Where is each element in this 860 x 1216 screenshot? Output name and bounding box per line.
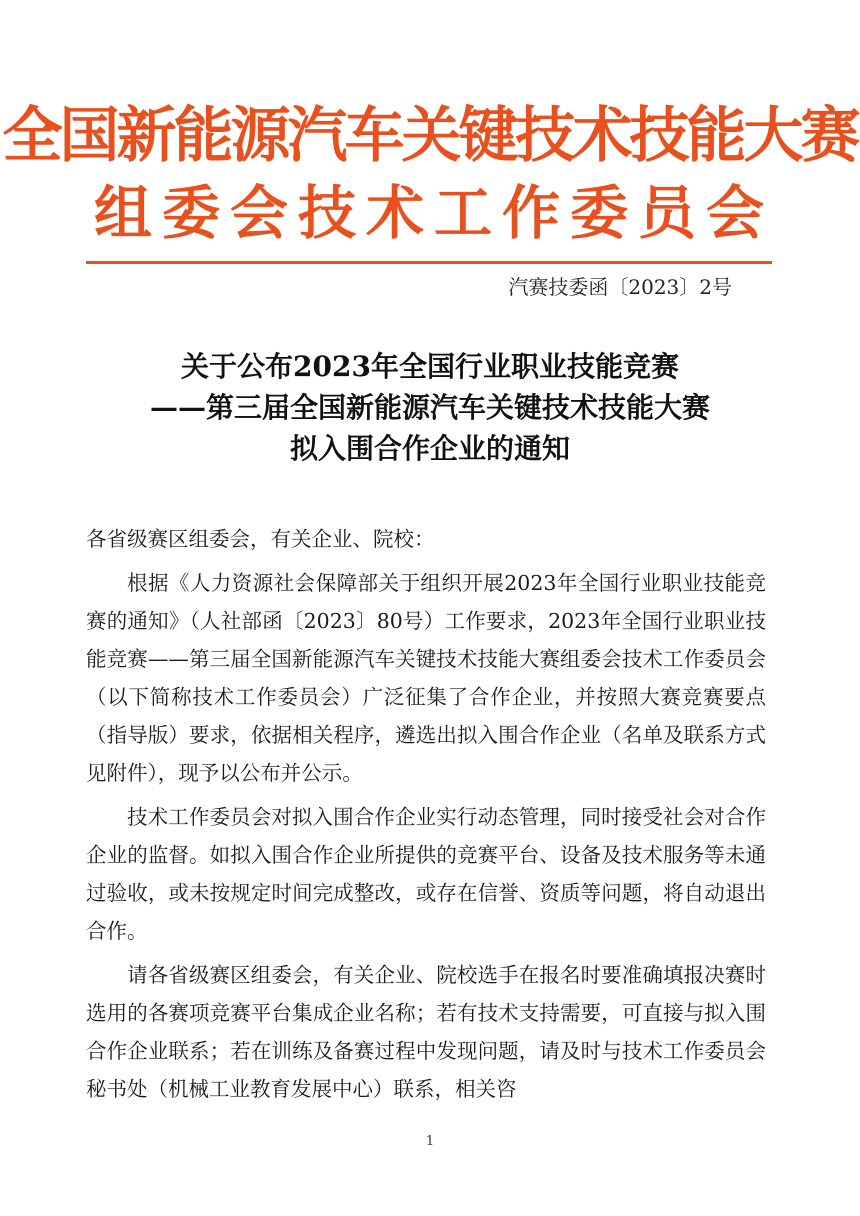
document-title xyxy=(0,346,860,469)
salutation: 各省级赛区组委会，有关企业、院校： xyxy=(86,527,435,551)
header-divider xyxy=(86,261,772,264)
title-line-2: ——第三届全国新能源汽车关键技术技能大赛 xyxy=(149,391,710,424)
document-number: 汽赛技委函〔2023〕2号 xyxy=(508,275,732,299)
body-paragraph-1: 根据《人力资源社会保障部关于组织开展2023年全国行业职业技能竞赛的通知》（人社部函〔2023〕80号）工作要求，2023年全国行业职业技能竞赛——第三届全国新能源汽车关键技术技能大赛组委会技术工作委员会（以下简称技术工作委员会）广泛征集了合作企业，并按照大赛竞赛要点（指导版）要求，依据相关程序，遴选出拟入围合作企业（名单及联系方式见附件），现予以公布并公示。 xyxy=(86,571,766,785)
body-paragraph-3: 请各省级赛区组委会，有关企业、院校选手在报名时要准确填报决赛时选用的各赛项竞赛平台集成企业名称；若有技术支持需要，可直接与拟入围合作企业联系；若在训练及备赛过程中发现问题，请及时与技术工作委员会秘书处（机械工业教育发展中心）联系，相关咨 xyxy=(86,963,766,1101)
header-org-name-line1: 全国新能源汽车关键技术技能大赛 xyxy=(2,101,858,171)
document-body xyxy=(86,520,766,1114)
header-org-name-line2: 组委会技术工作委员会 xyxy=(93,179,774,247)
body-paragraph-2: 技术工作委员会对拟入围合作企业实行动态管理，同时接受社会对合作企业的监督。如拟入围合作企业所提供的竞赛平台、设备及技术服务等未通过验收，或未按规定时间完成整改，或存在信誉、资质等问题，将自动退出合作。 xyxy=(86,805,766,943)
title-line-1: 关于公布2023年全国行业职业技能竞赛 xyxy=(181,350,679,383)
title-line-3: 拟入围合作企业的通知 xyxy=(289,432,570,465)
page-number: 1 xyxy=(425,1134,435,1149)
